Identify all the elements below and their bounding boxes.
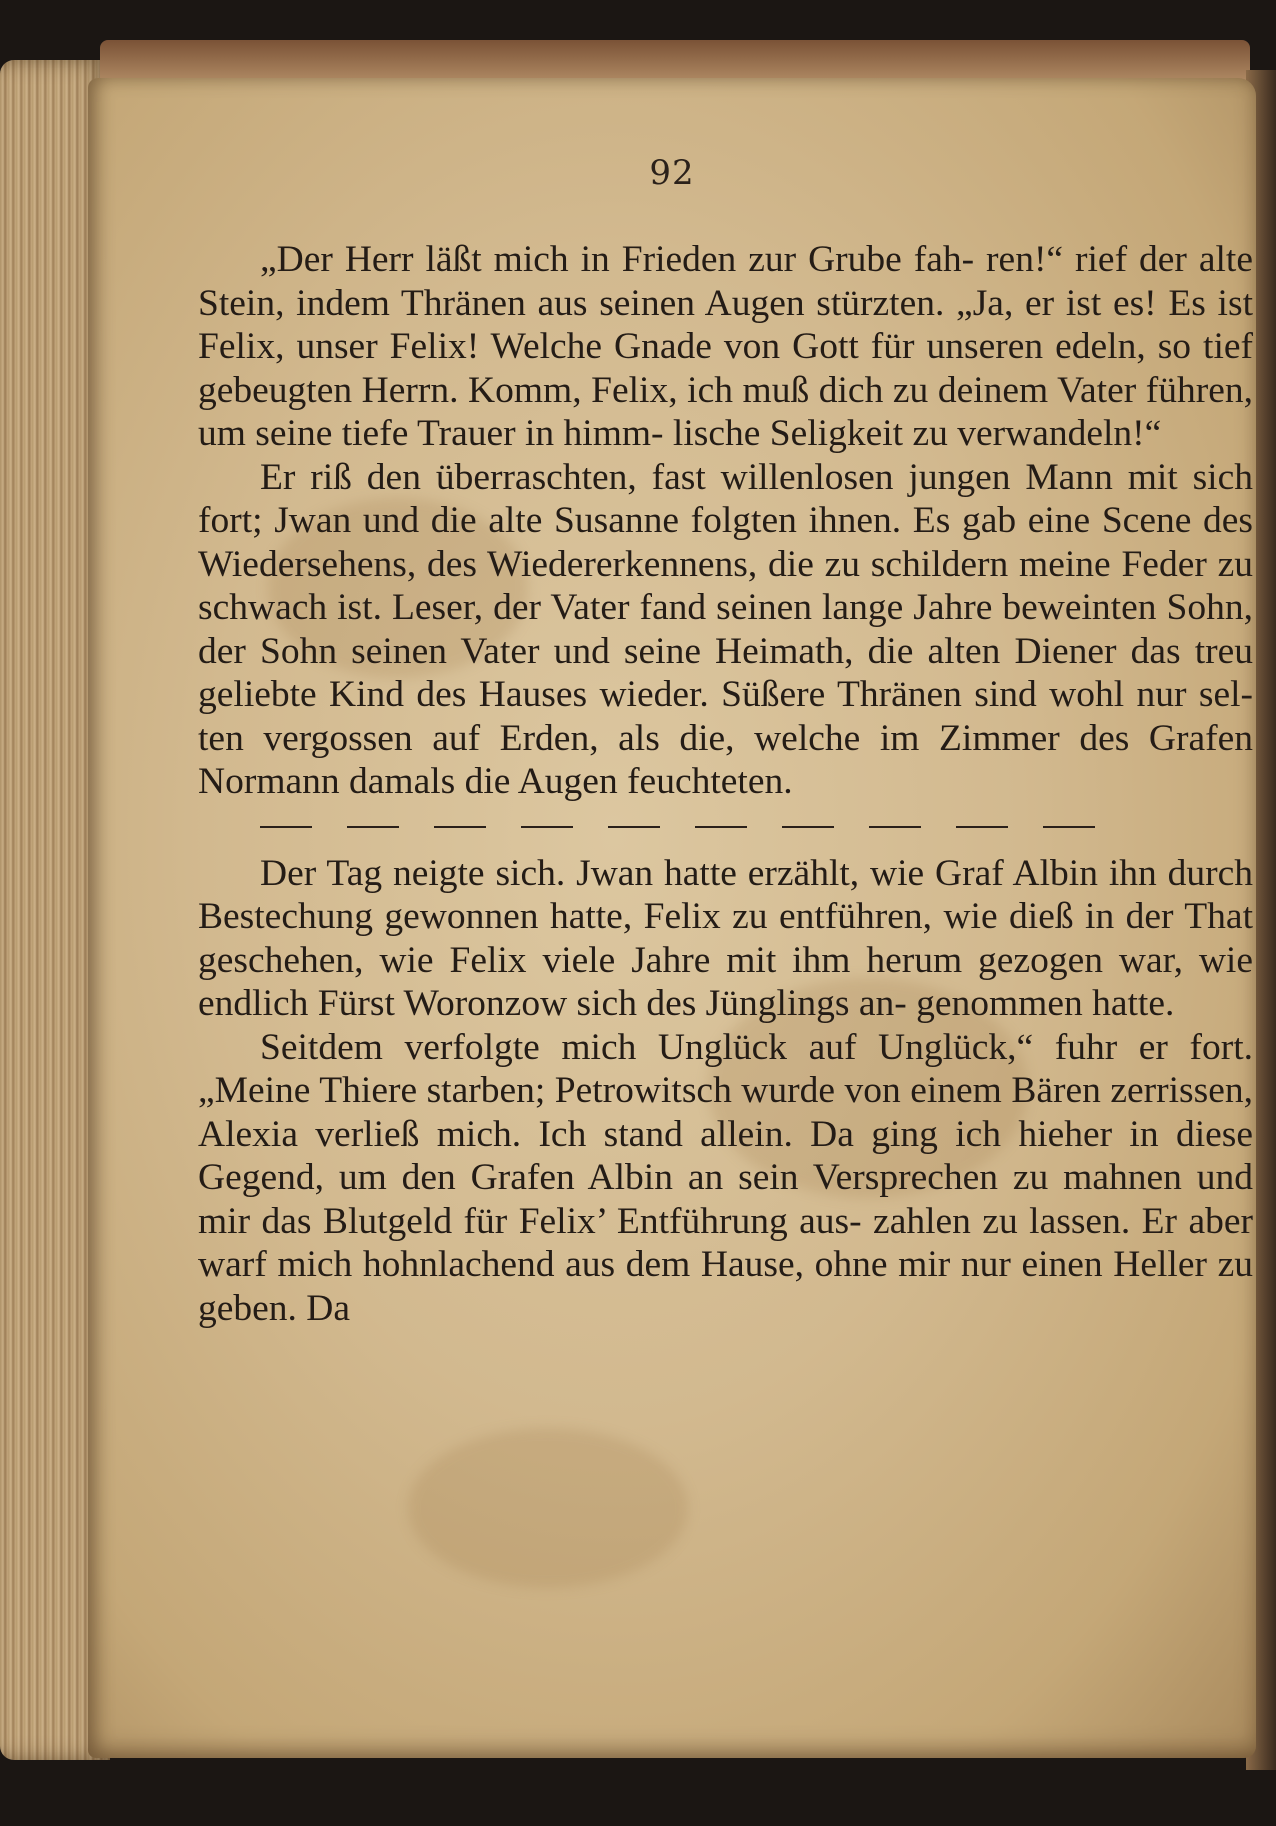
page-number: 92 xyxy=(649,153,695,193)
paragraph: Er riß den überraschten, fast willenlosen jungen Mann mit sich fort; Jwan und die alte Susanne folgten ihnen. Es gab eine Scene des Wiedersehens, des Wiedererkennens, die zu schildern meine Feder zu schwach ist. Leser, der Vater fand seinen lange Jahre beweinten Sohn, der Sohn seinen Vater und seine Heimath, die alten Diener das treu geliebte Kind des Hauses wieder. Süßere Thränen sind wohl nur sel- ten vergossen auf Erden, als die, welche im Zimmer des Grafen Normann damals die Augen feuchteten. xyxy=(198,456,1253,802)
paragraph: Seitdem verfolgte mich Unglück auf Unglück,“ fuhr er fort. „Meine Thiere starben; Petrowitsch wurde von einem Bären zerrissen, Alexia verließ mich. Ich stand allein. Da ging ich hieher in diese Gegend, um den Grafen Albin an sein Versprechen zu mahnen und mir das Blutgeld für Felix’ Entführung aus- zahlen zu lassen. Er aber warf mich hohnlachend aus dem Hause, ohne mir nur einen Heller zu geben. Da xyxy=(198,1026,1253,1329)
paragraph: Der Tag neigte sich. Jwan hatte erzählt, wie Graf Albin ihn durch Bestechung gewonnen hatte, Felix zu entführen, wie dieß in der That geschehen, wie Felix viele Jahre mit ihm herum gezogen war, wie endlich Fürst Woronzow sich des Jünglings an- genommen hatte. xyxy=(198,852,1253,1024)
paragraph: „Der Herr läßt mich in Frieden zur Grube fah- ren!“ rief der alte Stein, indem Thränen aus seinen Augen stürzten. „Ja, er ist es! Es ist Felix, unser Felix! Welche Gnade von Gott für unseren edeln, so tief gebeugten Herrn. Komm, Felix, ich muß dich zu deinem Vater führen, um seine tiefe Trauer in himm- lische Seligkeit zu verwandeln!“ xyxy=(198,239,1253,454)
book-page xyxy=(88,78,1256,1758)
section-separator xyxy=(198,806,1253,848)
page-text xyxy=(198,238,1253,1330)
paper-stain xyxy=(408,1428,688,1588)
